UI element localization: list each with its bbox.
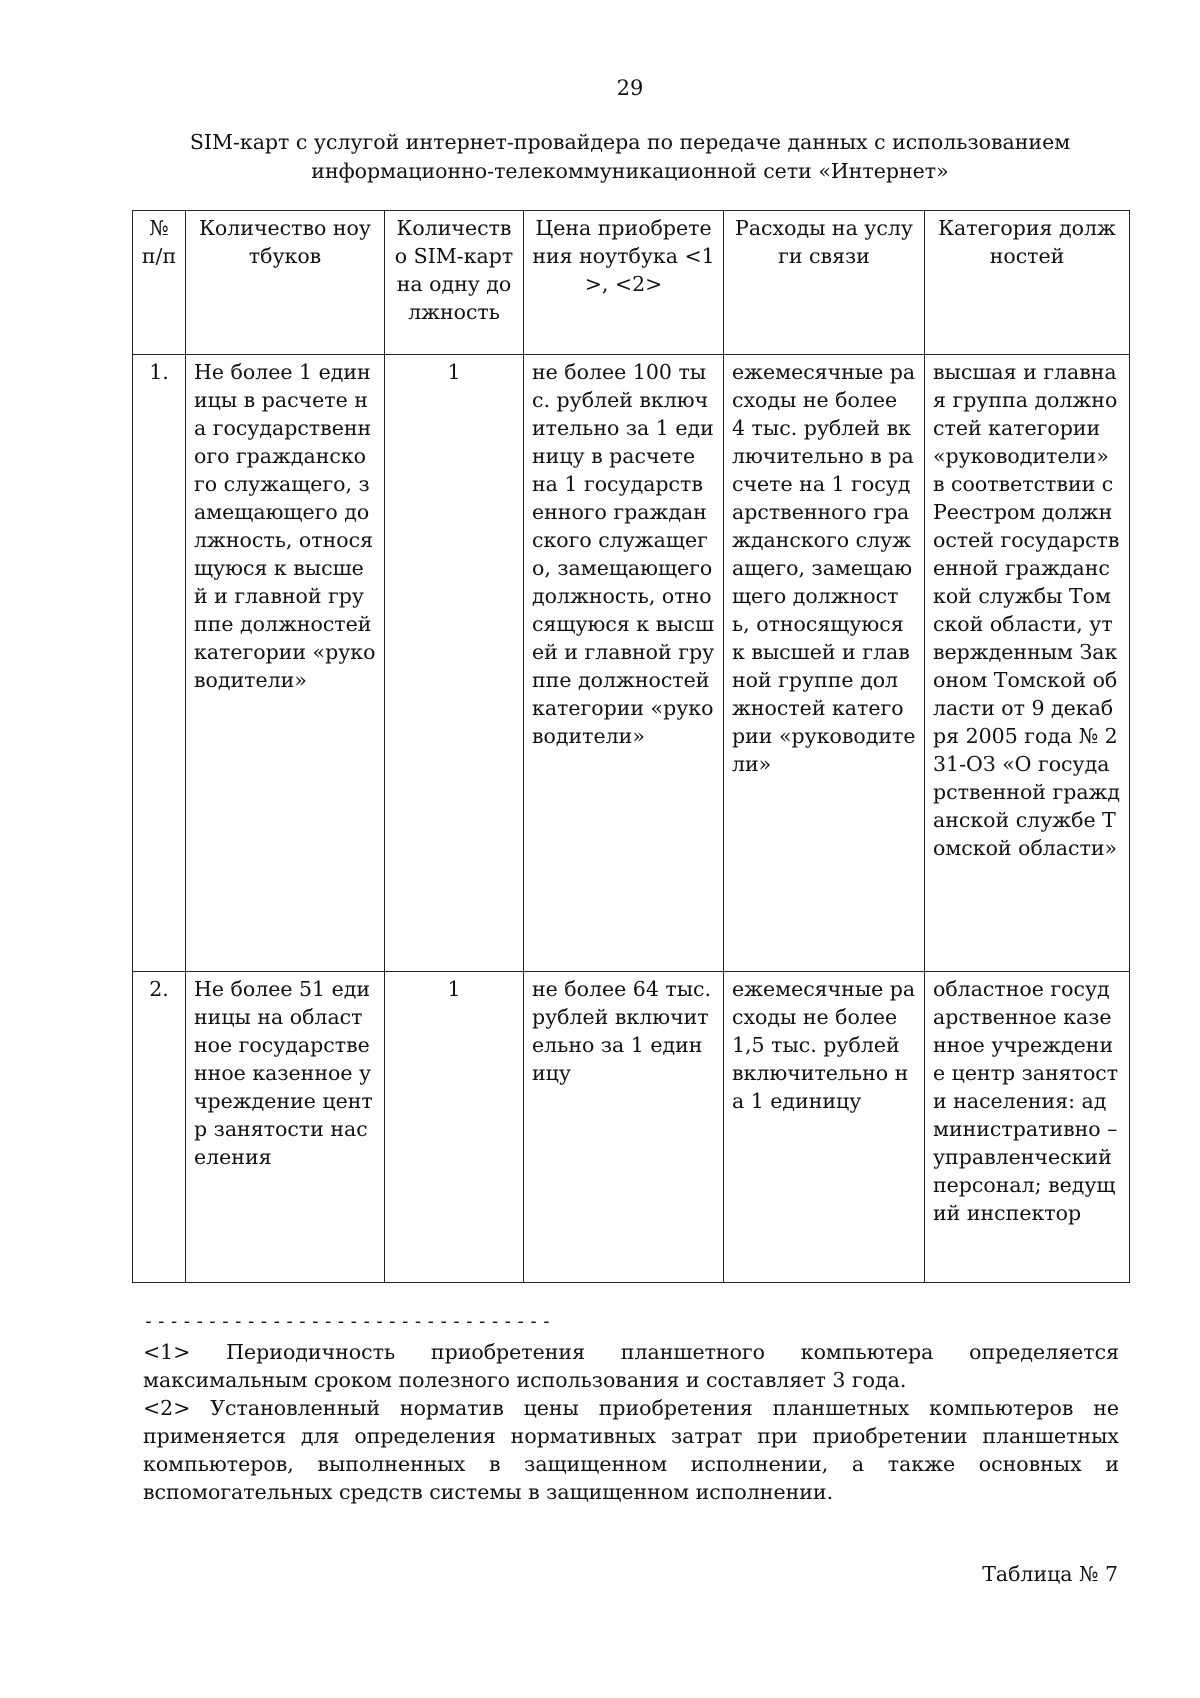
page-number: 29: [616, 76, 644, 100]
cell-sim-count: 1: [385, 355, 524, 972]
header-laptop-price: Цена приобретения ноутбука <1>, <2>: [524, 211, 724, 355]
header-number: № п/п: [133, 211, 186, 355]
cell-number: 1.: [133, 355, 186, 972]
section-title: [130, 128, 1130, 186]
cell-laptop-count: Не более 1 единицы в расчете на государственного гражданского служащего, замещающего должность, относящуюся к высшей и главной группе должностей категории «руководители»: [186, 355, 385, 972]
cell-laptop-price: не более 64 тыс. рублей включительно за 1 единицу: [524, 972, 724, 1283]
table-header-row: [133, 211, 1130, 355]
cell-position-category: высшая и главная группа должностей категории «руководители» в соответствии с Реестром должностей государственной гражданской службы Томской области, утвержденным Законом Томской области от 9 декабря 2005 года № 231-ОЗ «О государственной гражданской службе Томской области»: [925, 355, 1130, 972]
footnote-1: <1> Периодичность приобретения планшетного компьютера определяется максимальным сроком полезного использования и составляет 3 года.: [143, 1340, 1119, 1392]
table-label: Таблица № 7: [982, 1562, 1118, 1586]
cell-communication-costs: ежемесячные расходы не более 4 тыс. рублей включительно в расчете на 1 государственного гражданского служащего, замещающего должность, относящуюся к высшей и главной группе должностей категории «руководители»: [724, 355, 925, 972]
cell-laptop-count: Не более 51 единицы на областное государственное казенное учреждение центр занятости населения: [186, 972, 385, 1283]
cell-position-category: областное государственное казенное учреждение центр занятости населения: административно – управленческий персонал; ведущий инспектор: [925, 972, 1130, 1283]
header-position-category: Категория должностей: [925, 211, 1130, 355]
table-row: [133, 972, 1130, 1283]
footnotes: [143, 1308, 1119, 1506]
header-laptop-count: Количество ноутбуков: [186, 211, 385, 355]
norms-table: [132, 210, 1130, 1283]
footnote-separator: --------------------------------: [143, 1311, 554, 1332]
footnote-2: <2> Установленный норматив цены приобретения планшетных компьютеров не применяется для определения нормативных затрат при приобретении планшетных компьютеров, выполненных в защищенном исполнении, а также основных и вспомогательных средств системы в защищенном исполнении.: [143, 1396, 1119, 1504]
cell-sim-count: 1: [385, 972, 524, 1283]
cell-communication-costs: ежемесячные расходы не более 1,5 тыс. рублей включительно на 1 единицу: [724, 972, 925, 1283]
cell-laptop-price: не более 100 тыс. рублей включительно за 1 единицу в расчете на 1 государственного гражданского служащего, замещающего должность, относящуюся к высшей и главной группе должностей категории «руководители»: [524, 355, 724, 972]
cell-number: 2.: [133, 972, 186, 1283]
header-sim-count: Количество SIM-карт на одну должность: [385, 211, 524, 355]
section-title-line-2: информационно-телекоммуникационной сети «Интернет»: [311, 159, 949, 183]
header-communication-costs: Расходы на услуги связи: [724, 211, 925, 355]
section-title-line-1: SIM-карт с услугой интернет-провайдера по передаче данных с использованием: [189, 130, 1071, 154]
table-row: [133, 355, 1130, 972]
